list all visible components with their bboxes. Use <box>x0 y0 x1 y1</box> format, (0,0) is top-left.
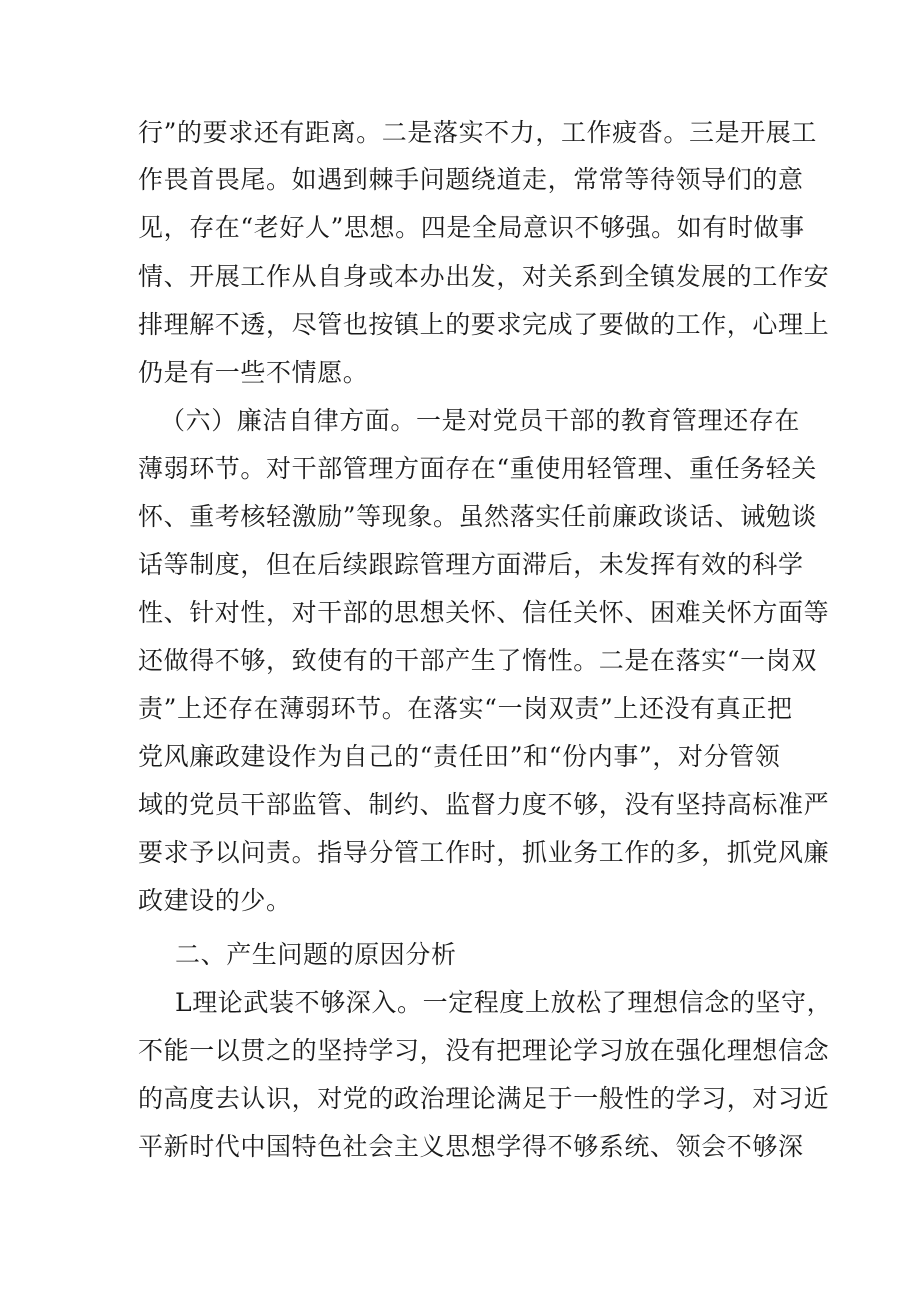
text-line: 还做得不够，致使有的干部产生了惰性。二是在落实“一岗双 <box>138 646 817 675</box>
text-line: 薄弱环节。对干部管理方面存在“重使用轻管理、重任务轻关 <box>138 454 817 483</box>
text-line: 不能一以贯之的坚持学习，没有把理论学习放在强化理想信念 <box>138 1036 830 1065</box>
text-line: 域的党员干部监管、制约、监督力度不够，没有坚持高标准严 <box>138 790 830 819</box>
text-line: 责”上还存在薄弱环节。在落实“一岗双责”上还没有真正把 <box>138 694 793 723</box>
text-line: 仍是有一些不情愿。 <box>138 358 369 387</box>
section-heading-cause-analysis: 二、产生问题的原因分析 <box>175 940 457 969</box>
text-line: 排理解不透，尽管也按镇上的要求完成了要做的工作，心理上 <box>138 310 830 339</box>
text-line: 怀、重考核轻激励”等现象。虽然落实任前廉政谈话、诫勉谈 <box>138 502 817 531</box>
text-line: 话等制度，但在后续跟踪管理方面滞后，未发挥有效的科学 <box>138 550 804 579</box>
text-line: 党风廉政建设作为自己的“责任田”和“份内事”，对分管领 <box>138 742 781 771</box>
text-line: 见，存在“老好人”思想。四是全局意识不够强。如有时做事 <box>138 213 805 242</box>
text-line: 政建设的少。 <box>138 886 292 915</box>
text-line: 作畏首畏尾。如遇到棘手问题绕道走，常常等待领导们的意 <box>138 165 804 194</box>
text-line: 行”的要求还有距离。二是落实不力，工作疲沓。三是开展工 <box>138 118 817 147</box>
text-line: L理论武装不够深入。一定程度上放松了理想信念的坚守， <box>175 988 833 1017</box>
section-six-heading-line: （六）廉洁自律方面。一是对党员干部的教育管理还存在 <box>160 406 801 435</box>
text-line: 性、针对性，对干部的思想关怀、信任关怀、困难关怀方面等 <box>138 598 830 627</box>
text-line: 要求予以问责。指导分管工作时，抓业务工作的多，抓党风廉 <box>138 838 830 867</box>
text-line: 情、开展工作从自身或本办出发，对关系到全镇发展的工作安 <box>138 262 830 291</box>
text-line: 平新时代中国特色社会主义思想学得不够系统、领会不够深 <box>138 1132 804 1161</box>
text-line: 的高度去认识，对党的政治理论满足于一般性的学习，对习近 <box>138 1084 830 1113</box>
